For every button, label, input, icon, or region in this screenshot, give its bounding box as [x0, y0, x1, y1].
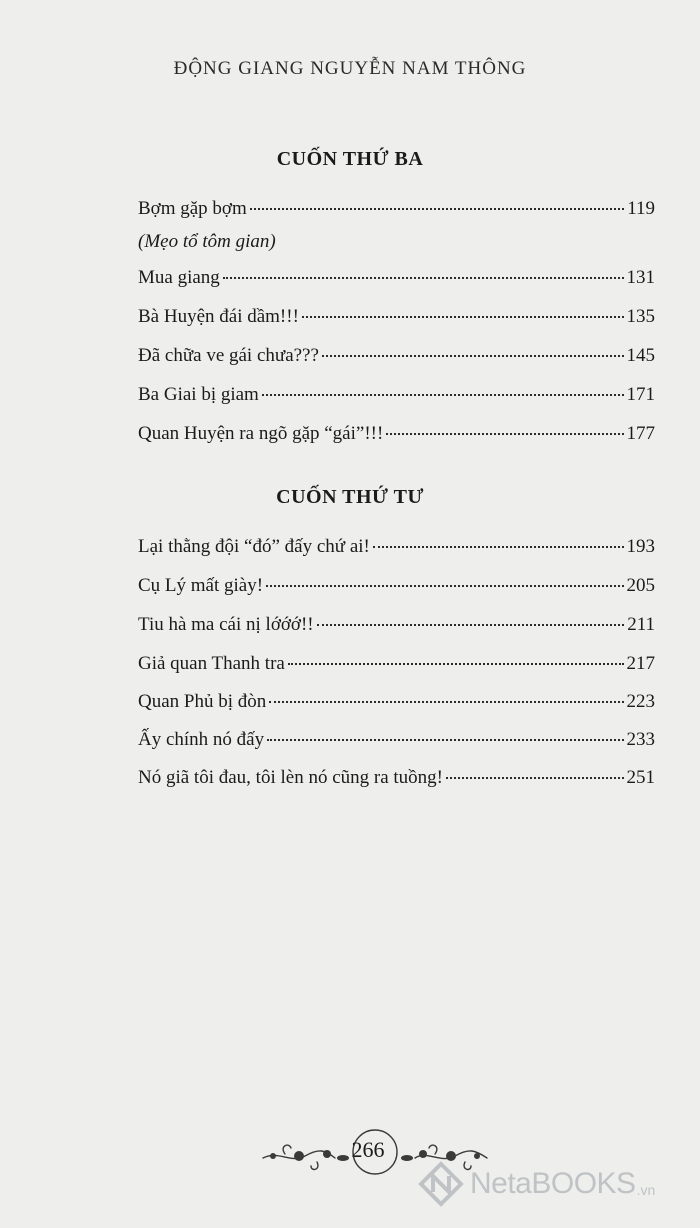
toc-entry-page: 171 — [626, 384, 655, 405]
toc-entry-title: Mua giang — [138, 267, 220, 288]
toc-entry-title: Tiu hà ma cái nị lớớớ!! — [138, 614, 314, 635]
toc-entry-page: 223 — [626, 691, 655, 712]
toc-entry-title: Bợm gặp bợm — [138, 198, 247, 219]
dot-leader — [386, 433, 623, 435]
toc-entry — [138, 197, 655, 221]
toc-entry — [138, 690, 655, 714]
toc-entry-page: 145 — [626, 345, 655, 366]
toc-entry-title: Lại thằng đội “đó” đấy chứ ai! — [138, 536, 370, 557]
dot-leader — [288, 663, 624, 665]
toc-entry — [138, 344, 655, 368]
running-header: ĐỘNG GIANG NGUYỄN NAM THÔNG — [173, 58, 527, 79]
toc-entry — [138, 613, 655, 637]
toc-entry — [138, 383, 655, 407]
toc-entry — [138, 766, 655, 790]
dot-leader — [302, 316, 624, 318]
toc-entry-subtitle: (Mẹo tổ tôm gian) — [138, 231, 276, 252]
toc-entry-page: 131 — [626, 267, 655, 288]
toc-entry-page: 217 — [626, 653, 655, 674]
toc-entry — [138, 728, 655, 752]
toc-entry-page: 251 — [626, 767, 655, 788]
dot-leader — [223, 277, 624, 279]
dot-leader — [266, 585, 623, 587]
toc-entry-page: 177 — [626, 423, 655, 444]
toc-entry-title: Giả quan Thanh tra — [138, 653, 285, 674]
toc-entry — [138, 574, 655, 598]
toc-entry — [138, 422, 655, 446]
toc-entry-title: Ba Giai bị giam — [138, 384, 259, 405]
netabooks-logo-icon — [418, 1161, 464, 1207]
dot-leader — [267, 739, 623, 741]
dot-leader — [322, 355, 624, 357]
toc-entry — [138, 535, 655, 559]
toc-entry-page: 119 — [627, 198, 655, 219]
toc-entry-title: Bà Huyện đái dầm!!! — [138, 306, 299, 327]
toc-entry — [138, 652, 655, 676]
dot-leader — [250, 208, 624, 210]
toc-entry-page: 193 — [626, 536, 655, 557]
dot-leader — [269, 701, 623, 703]
toc-entry-page: 205 — [626, 575, 655, 596]
page-number: 266 — [351, 1137, 385, 1162]
dot-leader — [446, 777, 624, 779]
section-title-cuon-thu-tu: CUỐN THỨ TƯ — [276, 486, 424, 508]
dot-leader — [262, 394, 624, 396]
toc-entry-page: 233 — [626, 729, 655, 750]
dot-leader — [317, 624, 625, 626]
toc-entry-page: 211 — [627, 614, 655, 635]
toc-entry-title: Đã chữa ve gái chưa??? — [138, 345, 319, 366]
watermark-brand: NetaBOOKS — [470, 1167, 636, 1200]
watermark-suffix: .vn — [636, 1182, 656, 1198]
toc-entry-title: Quan Huyện ra ngõ gặp “gái”!!! — [138, 423, 384, 444]
toc-entry-title: Ấy chính nó đấy — [138, 729, 265, 750]
toc-entry — [138, 266, 655, 290]
watermark — [418, 1158, 700, 1210]
section-title-cuon-thu-ba: CUỐN THỨ BA — [276, 148, 424, 170]
toc-entry-title: Quan Phủ bị đòn — [138, 691, 267, 712]
toc-entry — [138, 305, 655, 329]
toc-entry-page: 135 — [626, 306, 655, 327]
dot-leader — [373, 546, 624, 548]
toc-entry-title: Cụ Lý mất giày! — [138, 575, 264, 596]
toc-entry-title: Nó giã tôi đau, tôi lèn nó cũng ra tuồng! — [138, 767, 443, 788]
